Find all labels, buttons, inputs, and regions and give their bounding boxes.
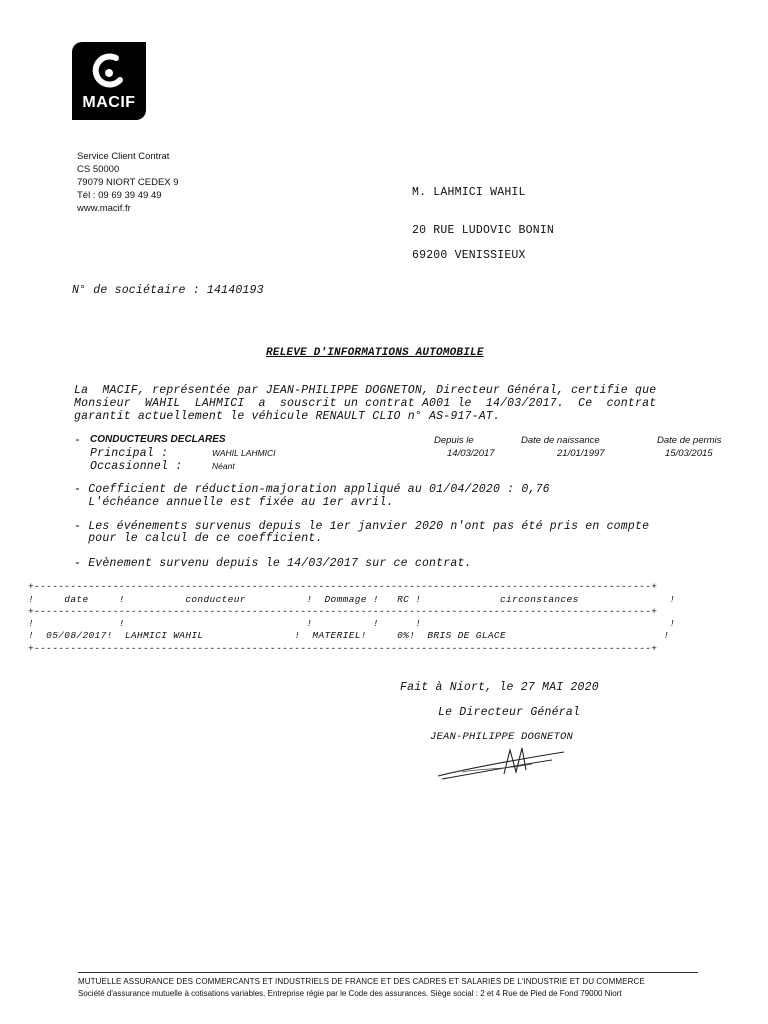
col-naissance: Date de naissance [521,435,600,446]
sender-block [77,150,179,215]
table-border-bottom: +------------------------------------------------------------------------------------------------------+ [28,643,658,654]
table-empty-row: ! ! ! ! ! ! [28,618,676,629]
coefficient-line-2: L'échéance annuelle est fixée au 1er avril. [74,496,394,509]
principal-name: WAHIL LAHMICI [212,448,276,458]
signatory-name: JEAN-PHILIPPE DOGNETON [430,731,574,743]
events-line-1: - Les événements survenus depuis le 1er janvier 2020 n'ont pas été pris en compte [74,520,650,533]
col-depuis: Depuis le [434,435,474,446]
table-border-mid: +------------------------------------------------------------------------------------------------------+ [28,606,658,617]
principal-naissance: 21/01/1997 [557,448,605,459]
intro-line-1: La MACIF, représentée par JEAN-PHILIPPE DOGNETON, Directeur Général, certifie que [74,384,657,397]
macif-logo [72,42,146,120]
sender-line: Service Client Contrat [77,151,170,162]
intro-line-2: Monsieur WAHIL LAHMICI a souscrit un contrat A001 le 14/03/2017. Ce contrat [74,397,657,410]
footer-company-name: MUTUELLE ASSURANCE DES COMMERCANTS ET INDUSTRIELS DE FRANCE ET DES CADRES ET SALARIES DE L'INDUSTRIE ET DU COMMERCE [78,977,645,986]
principal-depuis: 14/03/2017 [447,448,495,459]
occasionnel-value: Néant [212,461,235,471]
principal-permis: 15/03/2015 [665,448,713,459]
footer-divider [78,972,698,973]
footer-legal-info: Société d'assurance mutuelle à cotisations variables. Entreprise régie par le Code des assurances. Siège social : 2 et 4 Rue de Pied de Fond 79000 Niort [78,989,622,998]
table-border-top: +------------------------------------------------------------------------------------------------------+ [28,581,658,592]
societaire-number: N° de sociétaire : 14140193 [72,284,264,297]
table-row: ! 05/08/2017! LAHMICI WAHIL ! MATERIEL! 0%! BRIS DE GLACE ! [28,630,670,641]
principal-label: Principal : [90,447,169,460]
sender-line: CS 50000 [77,164,120,175]
intro-line-3: garantit actuellement le véhicule RENAULT CLIO n° AS-917-AT. [74,410,501,423]
event-since-line: - Evènement survenu depuis le 14/03/2017 sur ce contrat. [74,557,472,570]
place-date: Fait à Niort, le 27 MAI 2020 [400,681,599,694]
signature-image [432,744,572,784]
sender-line: 79079 NIORT CEDEX 9 [77,177,179,188]
col-permis: Date de permis [657,435,722,446]
events-line-2: pour le calcul de ce coefficient. [74,532,323,545]
drivers-bullet: - [74,434,82,447]
occasionnel-label: Occasionnel : [90,460,183,473]
sender-phone: Tél : 09 69 39 49 49 [77,190,162,201]
macif-logo-icon [90,52,128,92]
recipient-name: M. LAHMICI WAHIL [412,186,526,199]
coefficient-line-1: - Coefficient de réduction-majoration appliqué au 01/04/2020 : 0,76 [74,483,550,496]
sender-website: www.macif.fr [77,203,131,214]
table-header-row: ! date ! conducteur ! Dommage ! RC ! circonstances ! [28,594,676,605]
recipient-city: 69200 VENISSIEUX [412,249,526,262]
document-title: RELEVE D'INFORMATIONS AUTOMOBILE [266,347,484,359]
recipient-street: 20 RUE LUDOVIC BONIN [412,224,555,237]
drivers-heading: CONDUCTEURS DECLARES [90,434,226,445]
logo-text: MACIF [82,94,136,111]
signatory-role: Le Directeur Général [438,706,581,719]
